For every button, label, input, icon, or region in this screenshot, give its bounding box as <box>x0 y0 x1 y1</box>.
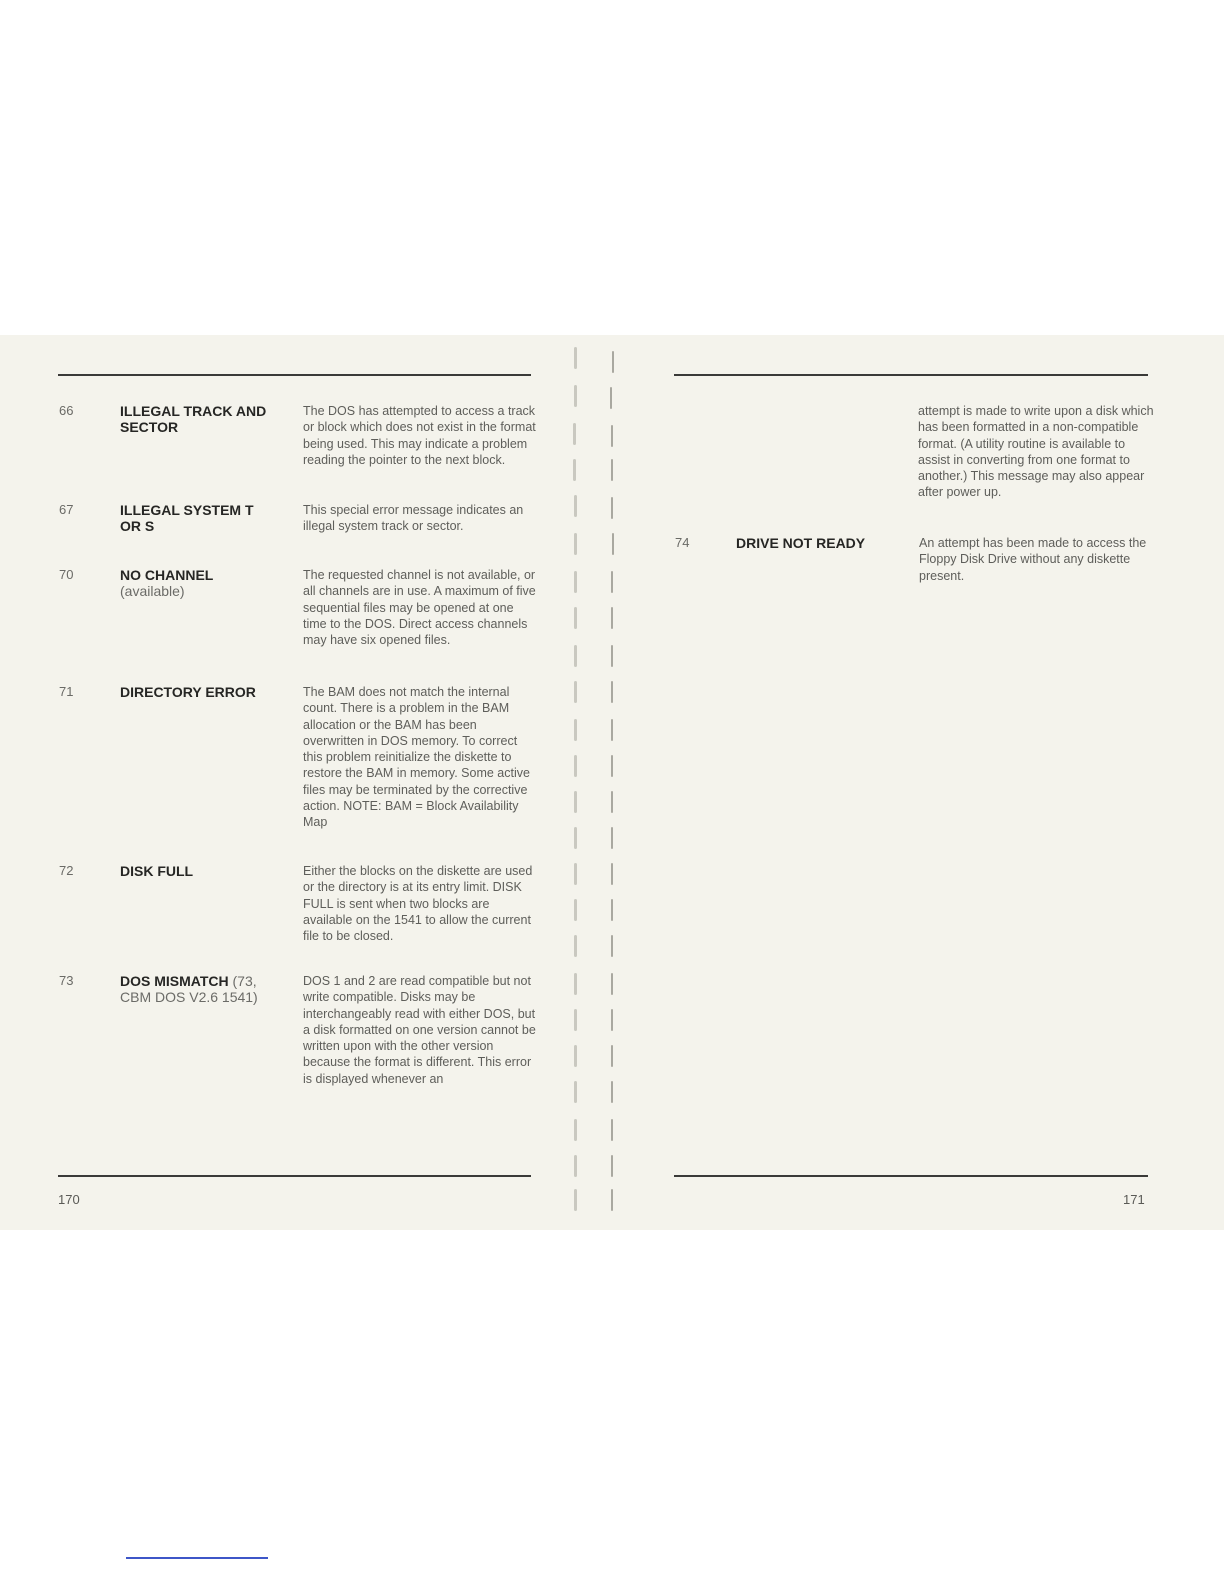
error-name: DOS MISMATCH (73, CBM DOS V2.6 1541) <box>120 973 258 1005</box>
bottom-rule <box>674 1175 1148 1177</box>
error-description: The DOS has attempted to access a track or block which does not exist in the format being used. This may indicate a problem reading the pointer to the next block. <box>303 404 536 467</box>
binding-ring <box>611 935 613 957</box>
error-description: An attempt has been made to access the Floppy Disk Drive without any diskette present. <box>919 536 1147 583</box>
error-name: ILLEGAL SYSTEM T OR S <box>120 502 254 534</box>
binding-ring <box>574 827 577 849</box>
binding-ring <box>611 1189 613 1211</box>
binding-ring <box>574 1155 577 1177</box>
binding-ring <box>574 1119 577 1141</box>
error-code: 67 <box>59 502 74 517</box>
binding-ring <box>573 423 576 445</box>
binding-ring <box>574 1081 577 1103</box>
binding-ring <box>574 1189 577 1211</box>
binding-ring <box>574 863 577 885</box>
binding-ring <box>574 571 577 593</box>
page-number: 170 <box>58 1192 80 1207</box>
error-code: 73 <box>59 973 74 988</box>
binding-ring <box>574 973 577 995</box>
error-name: DISK FULL <box>120 863 194 879</box>
bottom-rule <box>58 1175 531 1177</box>
page-number: 171 <box>1123 1192 1145 1207</box>
binding-ring <box>574 1009 577 1031</box>
continued-description: attempt is made to write upon a disk which has been formatted in a non-compatible format. (A utility routine is available to assist in converting from one format to another.) This message may also appear after power up. <box>918 404 1154 500</box>
top-rule <box>674 374 1148 376</box>
binding-ring <box>611 827 613 849</box>
error-description: This special error message indicates an illegal system track or sector. <box>303 503 524 534</box>
binding-ring <box>612 533 614 555</box>
binding-ring <box>611 1009 613 1031</box>
underline-mark <box>126 1557 268 1559</box>
binding-ring <box>611 719 613 741</box>
error-description: The BAM does not match the internal count. There is a problem in the BAM allocation or the BAM has been overwritten in DOS memory. To correct this problem reinitialize the diskette to restore the BAM in memory. Some active files may be terminated by the corrective action. NOTE: BAM = Block Availability Map <box>303 685 530 830</box>
binding-ring <box>574 681 577 703</box>
binding-ring <box>573 459 576 481</box>
binding-ring <box>611 571 613 593</box>
error-description: Either the blocks on the diskette are used or the directory is at its entry limit. DISK FULL is sent when two blocks are available on the 1541 to allow the current file to be closed. <box>303 864 533 944</box>
error-code: 72 <box>59 863 74 878</box>
error-code: 70 <box>59 567 74 582</box>
binding-ring <box>574 607 577 629</box>
binding-ring <box>611 607 613 629</box>
binding-ring <box>611 1119 613 1141</box>
binding-ring <box>611 863 613 885</box>
binding-ring <box>611 899 613 921</box>
binding-ring <box>611 459 613 481</box>
top-rule <box>58 374 531 376</box>
binding-ring <box>574 347 577 369</box>
binding-ring <box>611 681 613 703</box>
binding-ring <box>610 387 612 409</box>
binding-ring <box>574 385 577 407</box>
binding-ring <box>611 1081 613 1103</box>
binding-ring <box>574 791 577 813</box>
error-description: DOS 1 and 2 are read compatible but not write compatible. Disks may be interchangeably read with either DOS, but a disk formatted on one version cannot be written upon with the other version because the format is different. This error is displayed whenever an <box>303 974 536 1086</box>
binding-ring <box>611 1155 613 1177</box>
binding-ring <box>574 1045 577 1067</box>
binding-ring <box>611 425 613 447</box>
binding-ring <box>611 497 613 519</box>
binding-ring <box>611 645 613 667</box>
binding-ring <box>612 351 614 373</box>
binding-ring <box>574 755 577 777</box>
binding-ring <box>611 1045 613 1067</box>
binding-ring <box>611 973 613 995</box>
error-name: NO CHANNEL (available) <box>120 567 214 599</box>
binding-ring <box>574 899 577 921</box>
binding-ring <box>574 935 577 957</box>
error-name: ILLEGAL TRACK AND SECTOR <box>120 403 267 435</box>
binding-ring <box>574 533 577 555</box>
error-code: 66 <box>59 403 74 418</box>
error-code: 74 <box>675 535 690 550</box>
binding-ring <box>611 755 613 777</box>
error-description: The requested channel is not available, or all channels are in use. A maximum of five sequential files may be opened at one time to the DOS. Direct access channels may have six opened files. <box>303 568 536 648</box>
binding-ring <box>574 719 577 741</box>
error-name: DIRECTORY ERROR <box>120 684 256 700</box>
left-page <box>0 335 600 1230</box>
binding-ring <box>574 495 577 517</box>
book-spread <box>0 335 1224 1230</box>
right-page <box>624 335 1224 1230</box>
error-name: DRIVE NOT READY <box>736 535 866 551</box>
binding-ring <box>574 645 577 667</box>
binding-ring <box>611 791 613 813</box>
error-code: 71 <box>59 684 74 699</box>
